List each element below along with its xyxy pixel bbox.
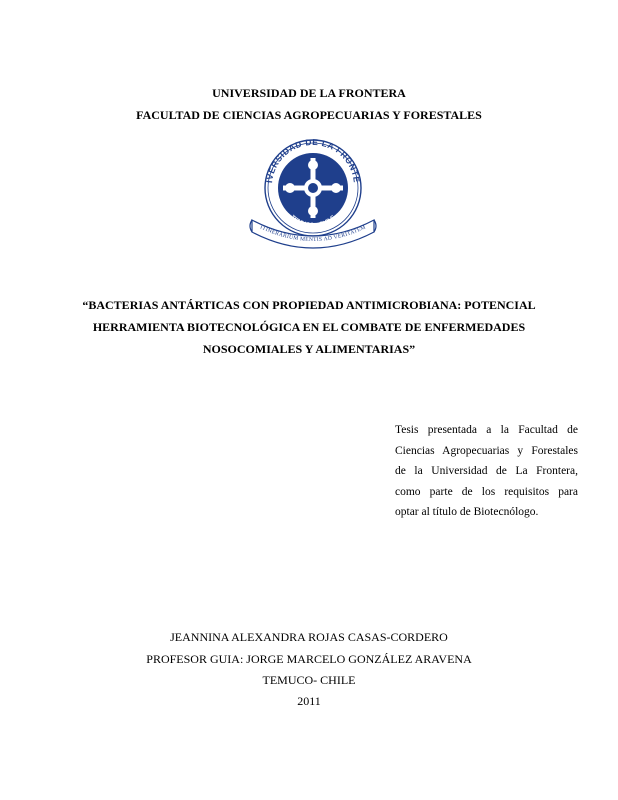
thesis-title-line-1: “BACTERIAS ANTÁRTICAS CON PROPIEDAD ANTIMICROBIANA: POTENCIAL: [82, 298, 536, 312]
svg-text:TEMUCO · CHILE: TEMUCO · CHILE: [289, 214, 337, 229]
svg-text:UNIVERSIDAD DE LA FRONTERA: IVERSIDAD DE LA FRONTE: [264, 138, 362, 184]
statement-line: Ciencias Agropecuarias y Forestales: [395, 444, 578, 457]
place: TEMUCO- CHILE: [262, 673, 356, 687]
statement-line: optar al título de Biotecnólogo.: [395, 506, 539, 518]
university-logo: [248, 138, 378, 250]
statement-line: de la Universidad de La Frontera,: [395, 465, 578, 477]
advisor-name: PROFESOR GUIA: JORGE MARCELO GONZÁLEZ ARAVENA: [146, 652, 472, 666]
university-seal-icon: [248, 138, 378, 250]
thesis-statement: [395, 420, 578, 523]
statement-line: como parte de los requisitos para: [395, 485, 578, 498]
faculty-name: FACULTAD DE CIENCIAS AGROPECUARIAS Y FORESTALES: [136, 108, 482, 122]
thesis-title-line-3: NOSOCOMIALES Y ALIMENTARIAS”: [202, 342, 416, 356]
author-name: JEANNINA ALEXANDRA ROJAS CASAS-CORDERO: [170, 630, 448, 644]
year: 2011: [297, 694, 321, 708]
university-name: UNIVERSIDAD DE LA FRONTERA: [212, 86, 406, 100]
svg-text:ITINERARIUM MENTIS AD VERITATE: ITINERARIUM MENTIS AD VERITATEM: [259, 224, 367, 244]
thesis-title-line-2: HERRAMIENTA BIOTECNOLÓGICA EN EL COMBATE DE ENFERMEDADES: [92, 320, 526, 334]
statement-line: Tesis presentada a la Facultad de: [395, 424, 578, 436]
